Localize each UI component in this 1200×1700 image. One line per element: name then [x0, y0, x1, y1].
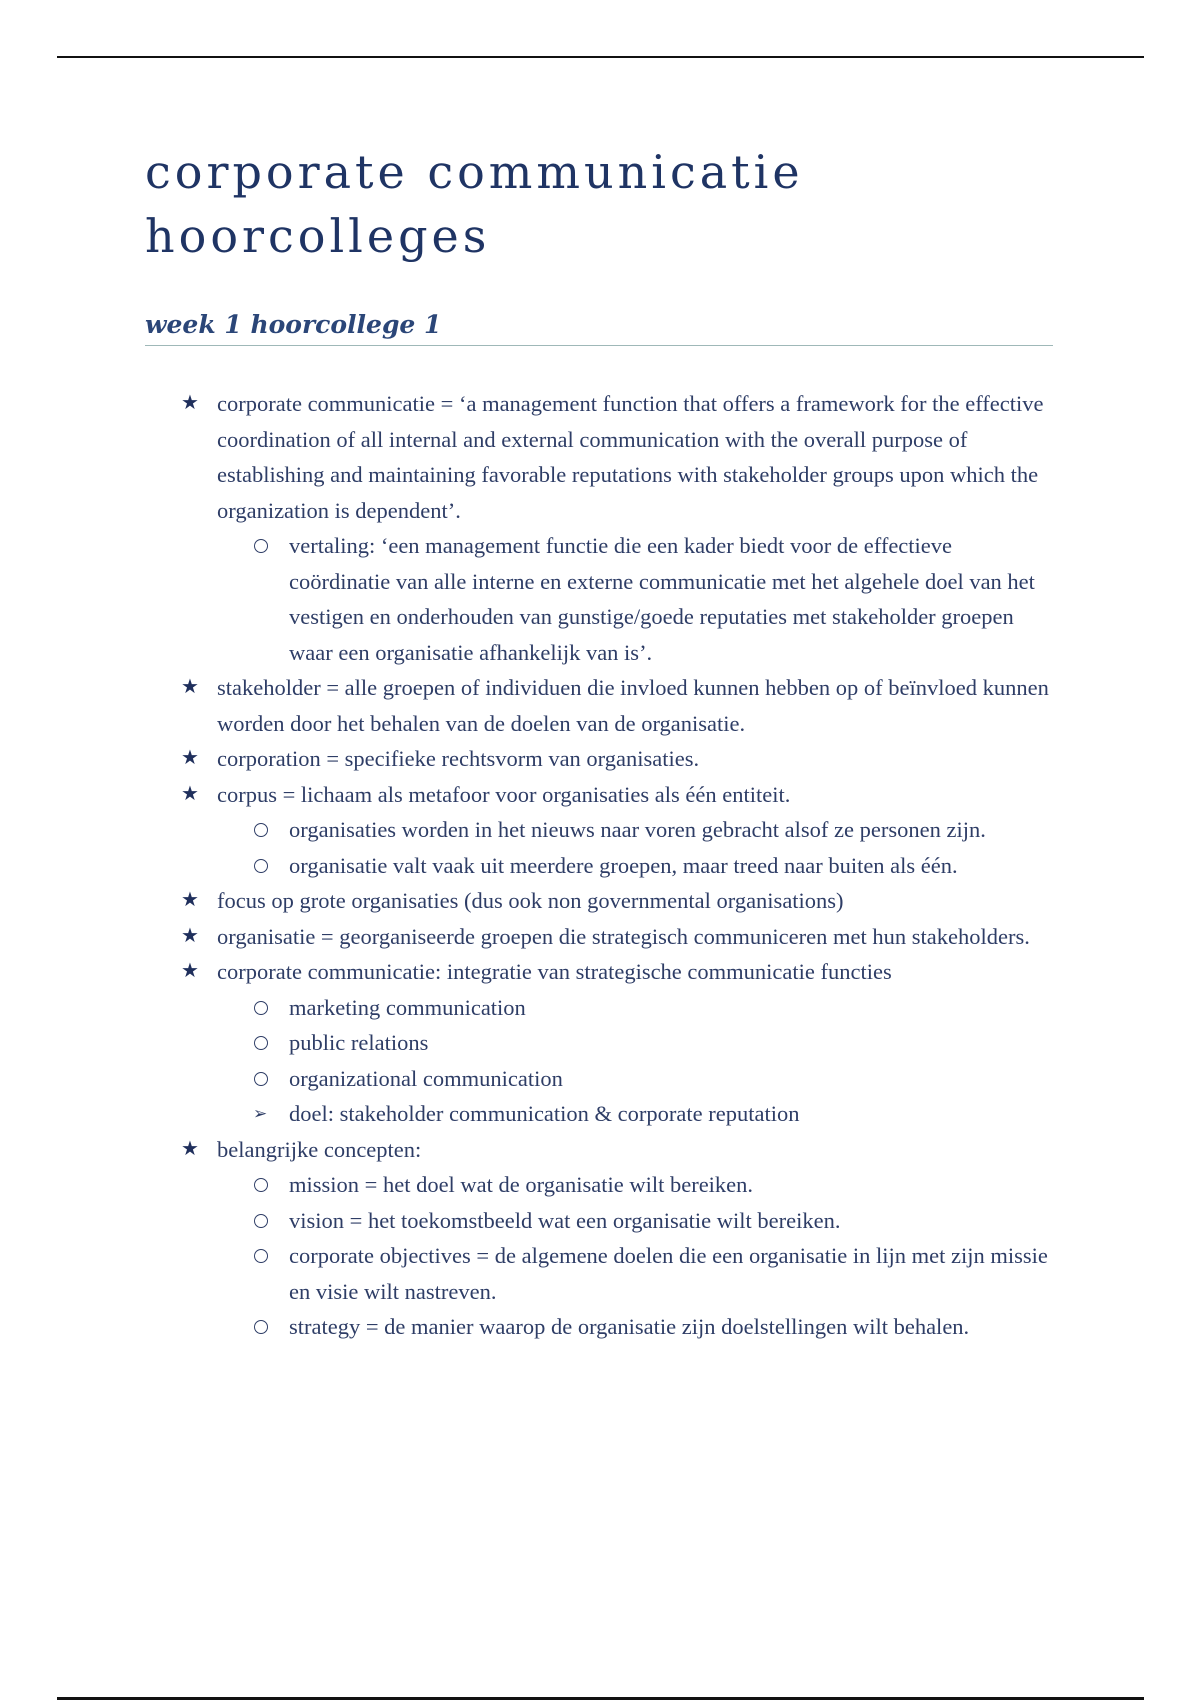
- sub-list-item-text: strategy = de manier waarop de organisatie zijn doelstellingen wilt behalen.: [289, 1314, 970, 1339]
- document-title-line-2: hoorcolleges: [145, 209, 491, 263]
- sub-list: [217, 990, 1055, 1132]
- section-heading: week 1 hoorcollege 1: [145, 310, 1053, 346]
- document-title: [145, 140, 1055, 268]
- star-bullet-icon: ★: [181, 924, 199, 947]
- circle-bullet-icon: [254, 1036, 268, 1050]
- sub-list-item: [217, 1025, 1055, 1061]
- list-item: [145, 919, 1055, 955]
- list-item-text: focus op grote organisaties (dus ook non governmental organisations): [217, 888, 844, 913]
- sub-list-item: [217, 1238, 1055, 1309]
- list-item: [145, 954, 1055, 1132]
- sub-list: [217, 528, 1055, 670]
- sub-list-item-text: vertaling: ‘een management functie die een kader biedt voor de effectieve coördinatie van alle interne en externe communicatie met het algehele doel van het vestigen en onderhouden van gunstige/goede reputaties met stakeholder groepen waar een organisatie afhankelijk van is’.: [289, 533, 1035, 665]
- list-item: [145, 670, 1055, 741]
- circle-bullet-icon: [254, 1320, 268, 1334]
- document-body: [145, 140, 1055, 1345]
- star-bullet-icon: ★: [181, 392, 199, 414]
- star-bullet-icon: ★: [181, 960, 199, 982]
- sub-list-item-text: vision = het toekomstbeeld wat een organisatie wilt bereiken.: [289, 1207, 841, 1233]
- sub-list-item-text: public relations: [289, 1030, 429, 1055]
- list-item-text: corporate communicatie = ‘a management function that offers a framework for the effective coordination of all internal and external communication with the overall purpose of establishing and maintaining favorable reputations with stakeholder groups upon which the organization is dependent’.: [217, 391, 1044, 523]
- sub-list-item: [217, 1203, 1055, 1239]
- list-item-text: corporate communicatie: integratie van strategische communicatie functies: [217, 959, 892, 984]
- sub-list: [217, 1167, 1055, 1345]
- list-item: [145, 1132, 1055, 1345]
- sub-list-item: [217, 1167, 1055, 1203]
- sub-list-item: [217, 848, 1055, 884]
- sub-list-item: [217, 1309, 1055, 1345]
- document-title-line-1: corporate communicatie: [145, 145, 804, 199]
- page-top-rule: [57, 56, 1144, 58]
- list-item-text: corporation = specifieke rechtsvorm van organisaties.: [217, 746, 700, 771]
- circle-bullet-icon: [254, 1072, 268, 1086]
- list-item: [145, 883, 1055, 919]
- list-item-text: corpus = lichaam als metafoor voor organisaties als één entiteit.: [217, 781, 791, 807]
- sub-list-item: [217, 990, 1055, 1026]
- sub-list-item-text: organisatie valt vaak uit meerdere groepen, maar treed naar buiten als één.: [289, 852, 958, 878]
- circle-bullet-icon: [254, 539, 268, 553]
- circle-bullet-icon: [254, 859, 268, 873]
- circle-bullet-icon: [254, 1178, 268, 1192]
- star-bullet-icon: ★: [181, 747, 199, 769]
- sub-list-item-text: organisaties worden in het nieuws naar voren gebracht alsof ze personen zijn.: [289, 817, 986, 842]
- list-item: [145, 777, 1055, 884]
- arrow-bullet-icon: ➢: [253, 1104, 268, 1123]
- circle-bullet-icon: [254, 1249, 268, 1263]
- star-bullet-icon: ★: [181, 782, 199, 805]
- sub-list: [217, 812, 1055, 883]
- circle-bullet-icon: [254, 1214, 268, 1228]
- sub-list-item-text: marketing communication: [289, 994, 526, 1020]
- list-item-text: organisatie = georganiseerde groepen die strategisch communiceren met hun stakeholders.: [217, 923, 1030, 949]
- star-bullet-icon: ★: [181, 676, 199, 698]
- list-item-text: belangrijke concepten:: [217, 1136, 422, 1162]
- circle-bullet-icon: [254, 823, 268, 837]
- list-item-text: stakeholder = alle groepen of individuen die invloed kunnen hebben op of beïnvloed kunnen worden door het behalen van de doelen van de organisatie.: [217, 675, 1049, 736]
- list-item: [145, 386, 1055, 670]
- star-bullet-icon: ★: [181, 1137, 199, 1160]
- sub-list-item: [217, 812, 1055, 848]
- star-bullet-icon: ★: [181, 889, 199, 911]
- sub-list-item: [217, 1061, 1055, 1097]
- list-item: [145, 741, 1055, 777]
- bullet-list: [145, 386, 1055, 1345]
- sub-list-item-text: corporate objectives = de algemene doelen die een organisatie in lijn met zijn missie en visie wilt nastreven.: [289, 1243, 1048, 1304]
- circle-bullet-icon: [254, 1001, 268, 1015]
- sub-list-item-text: doel: stakeholder communication & corporate reputation: [289, 1101, 800, 1126]
- sub-list-item: [217, 1096, 1055, 1132]
- sub-list-item-text: mission = het doel wat de organisatie wilt bereiken.: [289, 1172, 754, 1197]
- sub-list-item: [217, 528, 1055, 670]
- sub-list-item-text: organizational communication: [289, 1065, 563, 1091]
